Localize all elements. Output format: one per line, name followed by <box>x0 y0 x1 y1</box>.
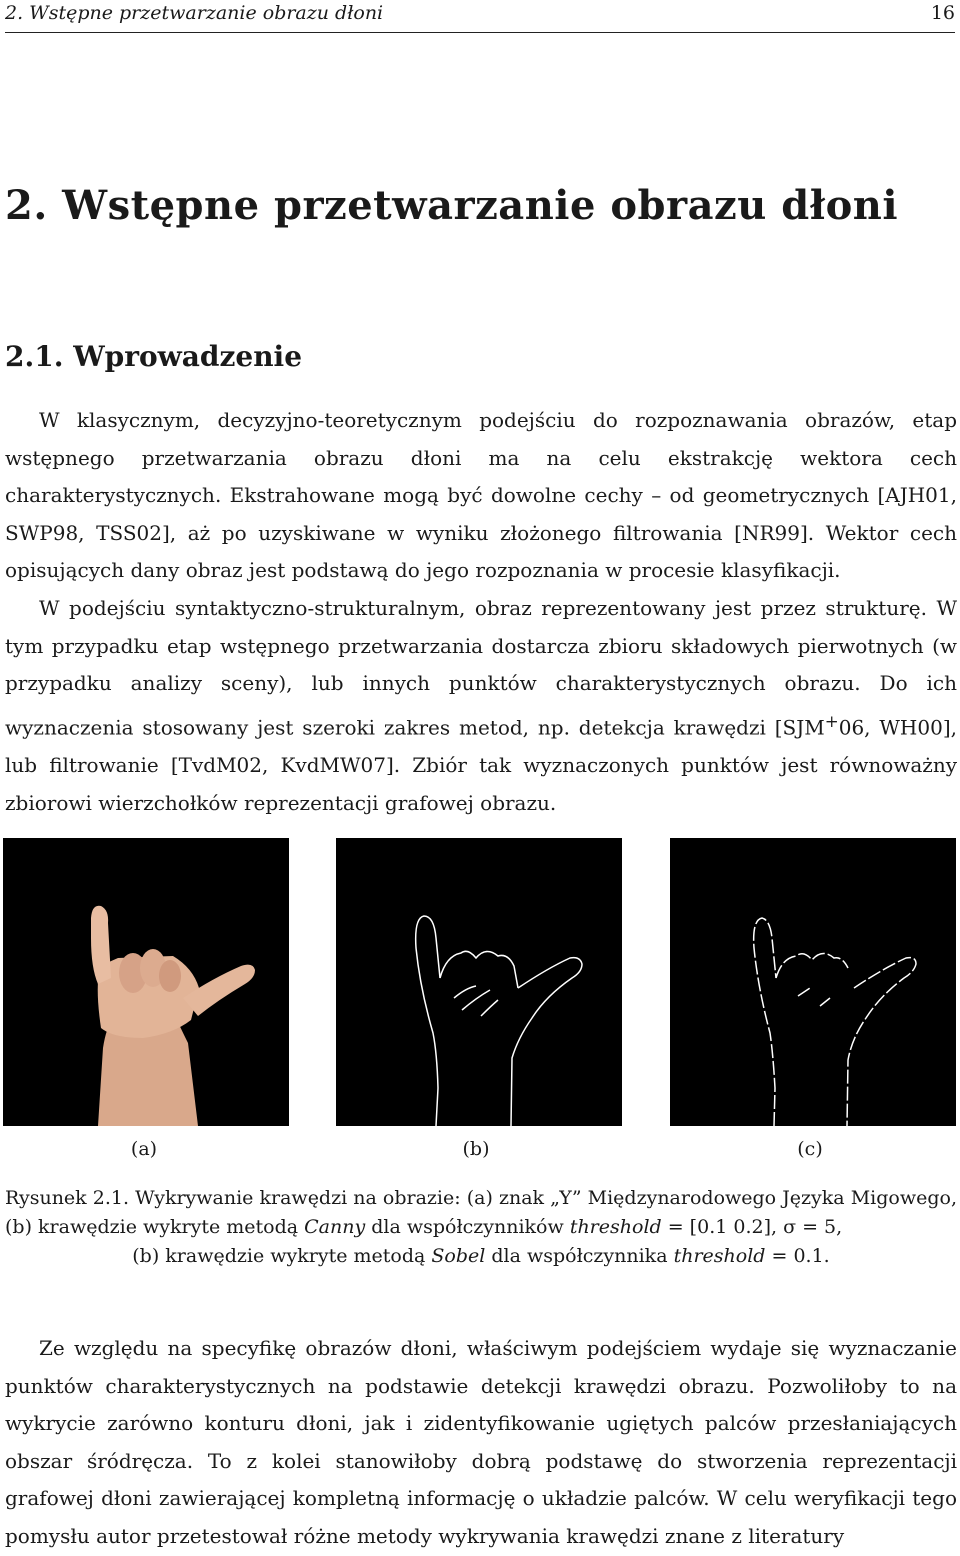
paragraph-2-part-b: 06, WH00], lub filtrowanie [TvdM02, KvdMW07]. Zbiór tak wyznaczonych punktów jest równoważny zbiorowi wierzchołków reprezentacji grafowej obrazu. <box>5 715 957 815</box>
caption-canny: Canny <box>304 1216 366 1238</box>
canny-edges-svg <box>336 838 622 1126</box>
figure-image-b-canny-edges <box>336 838 622 1126</box>
running-title: 2. Wstępne przetwarzanie obrazu dłoni <box>5 2 384 24</box>
caption-threshold-2: threshold <box>673 1245 766 1267</box>
chapter-title: 2. Wstępne przetwarzanie obrazu dłoni <box>5 182 899 229</box>
running-header <box>5 0 955 33</box>
paragraph-2-sup: + <box>824 711 839 731</box>
caption-part-6: = 0.1. <box>765 1245 830 1267</box>
sobel-edges-svg <box>670 838 956 1126</box>
figure-sublabel-c: (c) <box>797 1138 823 1160</box>
section-title: 2.1. Wprowadzenie <box>5 340 303 373</box>
caption-part-2: dla współczynników <box>365 1216 570 1238</box>
caption-part-4: (b) krawędzie wykryte metodą <box>132 1245 432 1267</box>
paragraph-2 <box>5 590 957 822</box>
figure-sublabel-a: (a) <box>130 1138 158 1160</box>
caption-part-3: = [0.1 0.2], σ = 5, <box>661 1216 843 1238</box>
page-number: 16 <box>930 2 955 24</box>
caption-threshold-1: threshold <box>569 1216 662 1238</box>
body-text <box>5 402 957 822</box>
figure-caption <box>5 1184 957 1271</box>
caption-part-5: dla współczynnika <box>485 1245 674 1267</box>
caption-line-3 <box>5 1242 957 1271</box>
paragraph-3: Ze względu na specyfikę obrazów dłoni, właściwym podejściem wydaje się wyznaczanie punktów charakterystycznych na podstawie detekcji krawędzi obrazu. Pozwoliłoby to na wykrycie zarówno konturu dłoni, jak i zidentyfikowanie ugiętych palców przesłaniających obszar śródręcza. To z kolei stanowiłoby dobrą podstawę do stworzenia reprezentacji grafowej dłoni zawierającej kompletną informację o układzie palców. W celu weryfikacji tego pomysłu autor przetestował różne metody wykrywania krawędzi znane z literatury <box>5 1336 957 1548</box>
figure-sublabel-b: (b) <box>462 1138 490 1160</box>
paragraph-2-part-a: W podejściu syntaktyczno-strukturalnym, obraz reprezentowany jest przez strukturę. W tym przypadku etap wstępnego przetwarzania dostarcza zbioru składowych pierwotnych (w przypadku analizy sceny), lub innych punktów charakterystycznych obrazu. Do ich wyznaczenia stosowany jest szeroki zakres metod, np. detekcja krawędzi [SJM <box>5 595 957 740</box>
caption-sobel: Sobel <box>431 1245 486 1267</box>
curled-finger-3 <box>159 960 181 992</box>
paragraph-1: W klasycznym, decyzyjno-teoretycznym podejściu do rozpoznawania obrazów, etap wstępnego przetwarzania obrazu dłoni ma na celu ekstrakcję wektora cech charakterystycznych. Ekstrahowane mogą być dowolne cechy – od geometrycznych [AJH01, SWP98, TSS02], aż po uzyskiwane w wyniku złożonego filtrowania [NR99]. Wektor cech opisujących dany obraz jest podstawą do jego rozpoznania w procesie klasyfikacji. <box>5 408 957 583</box>
hand-photo-svg <box>3 838 289 1126</box>
figure-image-c-sobel-edges <box>670 838 956 1126</box>
figure-image-a-hand-photo <box>3 838 289 1126</box>
caption-part-1: Rysunek 2.1. Wykrywanie krawędzi na obrazie: (a) znak „Y” Międzynarodowego Języka Migowego, (b) krawędzie wykryte metodą <box>5 1187 957 1238</box>
